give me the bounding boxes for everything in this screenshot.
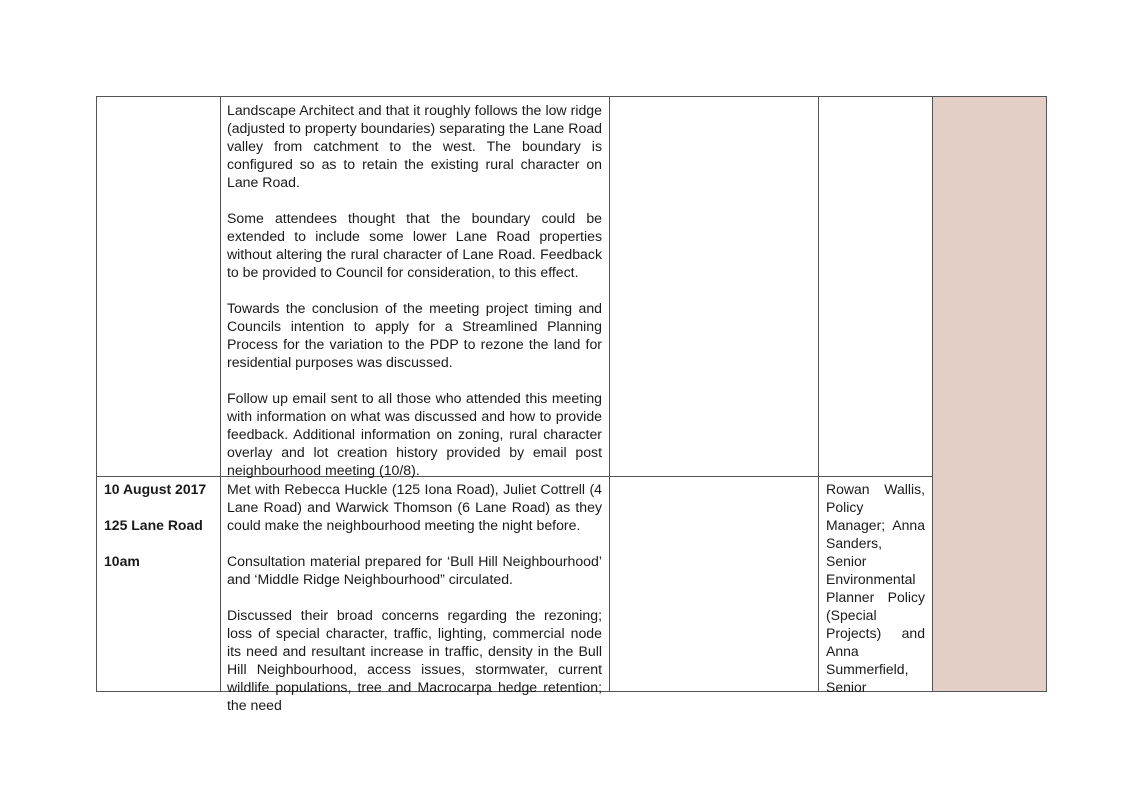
shaded-cell [933,476,1046,691]
empty-cell [610,476,819,691]
notes-paragraph: Some attendees thought that the boundary could be extended to include some lower Lane Road properties without altering the rural character of Lane Road. Feedback to be provided to Council for consideration, to this effect. [227,210,602,280]
date-cell [97,97,221,476]
notes-cell [221,97,610,476]
empty-cell [610,97,819,476]
attendees-cell [819,97,933,476]
shaded-cell [933,97,1046,476]
notes-cell [221,476,610,713]
date-cell [97,476,221,691]
table-row [97,476,1046,713]
notes-paragraph: Consultation material prepared for ‘Bull Hill Neighbourhood’ and ‘Middle Ridge Neighbourhood” circulated. [227,553,602,587]
table-row [97,97,1046,477]
notes-paragraph: Discussed their broad concerns regarding the rezoning; loss of special character, traffic, lighting, commercial node its need and resultant increase in traffic, density in the Bull Hill Neighbourhood, access issues, stormwater, current wildlife populations, tree and Macrocarpa hedge retention; the need [227,607,602,713]
meeting-location: 125 Lane Road [104,517,203,533]
meeting-time: 10am [104,553,140,569]
notes-paragraph: Towards the conclusion of the meeting project timing and Councils intention to apply for a Streamlined Planning Process for the variation to the PDP to rezone the land for residential purposes was discussed. [227,300,602,370]
attendees-cell [819,476,933,695]
minutes-table [96,96,1047,713]
attendees-list: Rowan Wallis, Policy Manager; Anna Sanders, Senior Environmental Planner Policy (Special Projects) and Anna Summerfield, Senior [826,481,925,695]
notes-paragraph: Landscape Architect and that it roughly follows the low ridge (adjusted to property boundaries) separating the Lane Road valley from catchment to the west. The boundary is configured so as to retain the existing rural character on Lane Road. [227,102,602,190]
meeting-date: 10 August 2017 [104,481,207,497]
notes-paragraph: Met with Rebecca Huckle (125 Iona Road), Juliet Cottrell (4 Lane Road) and Warwick Thomson (6 Lane Road) as they could make the neighbourhood meeting the night before. [227,481,602,533]
notes-paragraph: Follow up email sent to all those who attended this meeting with information on what was discussed and how to provide feedback. Additional information on zoning, rural character overlay and lot creation history provided by email post neighbourhood meeting (10/8). [227,390,602,478]
